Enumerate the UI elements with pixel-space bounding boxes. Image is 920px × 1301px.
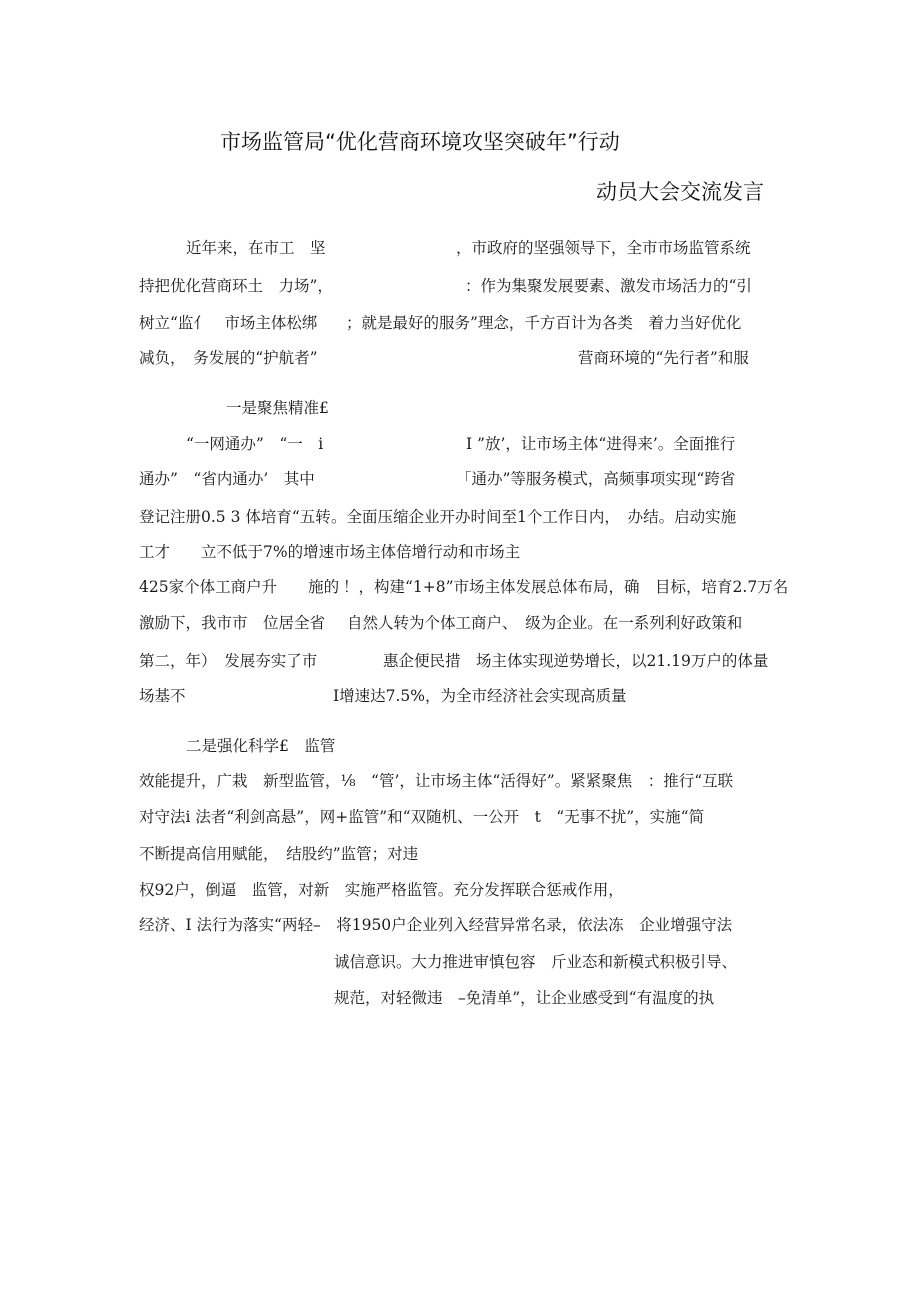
body-line-3-right: ；就是最好的服务”理念，千方百计为各类 着力当好优化 (346, 314, 742, 332)
body-line-2-right: ：作为集聚发展要素、激发市场活力的“引 (465, 277, 752, 295)
body-line-16: 对守法i 法者“利剑高悬”，网+监管”和“双随机、一公开 t “无事不扰”，实施“简 (139, 808, 705, 826)
body-line-11-left: 激励下，我市市 位居全省 (139, 614, 326, 632)
body-line-3-left: 树立“监亻 市场主体松绑 (139, 314, 318, 332)
body-line-21: 规范，对轻微违 –免清单”，让企业感受到“有温度的执 (334, 989, 715, 1007)
body-line-4-left: 减负， 务发展的“护航者” (139, 349, 318, 367)
body-line-7-left: 通办” “省内通办’ 其中 (139, 470, 315, 488)
document-title: 市场监管局“优化营商环境攻坚突破年”行动 (220, 130, 620, 154)
body-line-10-left: 425家个体工商户升 施的 (139, 578, 340, 596)
section-heading-2: 二是强化科学£ 监管 (186, 737, 336, 755)
body-line-8-left: 登记注册0.5 3 体培育“五转 (139, 508, 331, 526)
body-line-1-left: 近年来，在市工 坚 (186, 239, 326, 257)
body-line-20: 诚信意识。大力推进审慎包容 斤业态和新模式积极引导、 (334, 953, 738, 971)
body-line-9: 工才 立不低于7%的增速市场主体倍增行动和市场主 (139, 543, 521, 561)
body-line-18: 权92户，倒逼 监管，对新 实施严格监管。充分发挥联合惩戒作用， (139, 881, 624, 899)
document-subtitle: 动员大会交流发言 (596, 180, 764, 204)
body-line-10-right: ！，构建“1+8”市场主体发展总体布局，确 目标，培育2.7万名 (343, 578, 789, 596)
section-heading-1: 一是聚焦精准£ (226, 399, 329, 417)
body-line-8-right: 。全面压缩企业开办时间至1个工作日内， 办结。启动实施 (331, 508, 737, 526)
body-line-13-left: 场基不 (139, 687, 186, 705)
body-line-4-right: 营商环境的“先行者”和服 (578, 349, 749, 367)
body-line-7-right: 「通办”等服务模式，高频事项实现“跨省 (456, 470, 736, 488)
body-line-17: 不断提高信用赋能， 结股约”监管；对违 (139, 845, 419, 863)
body-line-11-right: 自然人转为个体工商户、 级为企业。在一系列利好政策和 (347, 614, 743, 632)
body-line-15: 效能提升，广栽 新型监管，⅛ “管’，让市场主体“活得好”。紧紧聚焦 ：推行“互联 (139, 772, 734, 790)
body-line-6-left: “一网通办” “一 i (186, 435, 324, 453)
body-line-13-right: I增速达7.5%，为全市经济社会实现高质量 (333, 687, 627, 705)
body-line-1-right: ，市政府的坚强领导下，全市市场监管系统 (456, 239, 751, 257)
body-line-12-right: 惠企便民措 场主体实现逆势增长，以21.19万户的体量 (383, 652, 769, 670)
body-line-19: 经济、I 法行为落实“两轻– 将1950户企业列入经营异常名录，依法冻 企业增强守法 (139, 916, 733, 934)
body-line-2-left: 持把优化营商环土 力场”， (139, 277, 333, 295)
body-line-6-right: I ”放’，让市场主体“进得来’。全面推行 (466, 435, 736, 453)
body-line-12-left: 第二，年） 发展夯实了市 (139, 652, 318, 670)
